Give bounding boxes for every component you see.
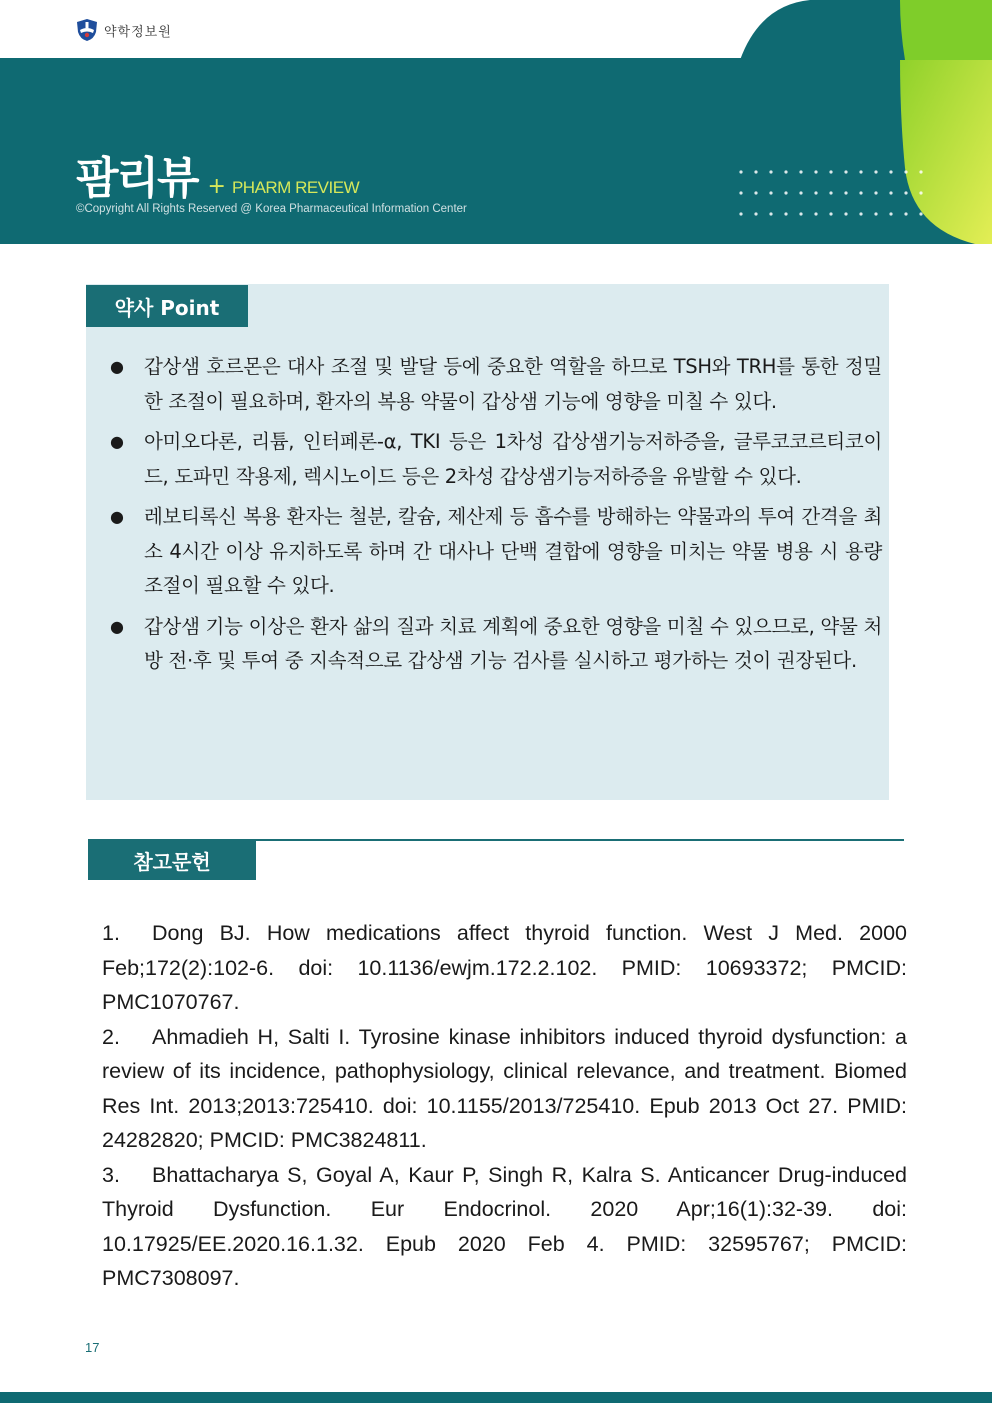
brand-title: 팜리뷰 — [76, 153, 198, 204]
brand-subtitle: PHARM REVIEW — [231, 178, 360, 197]
references-list — [102, 916, 907, 1296]
pharmacist-point-list — [108, 350, 882, 685]
org-logo — [76, 18, 172, 42]
bullet-icon: ● — [110, 357, 124, 376]
top-curve-decoration — [700, 0, 992, 60]
reference-number: 1. — [102, 921, 120, 945]
org-name: 약학정보원 — [104, 24, 172, 40]
page-number: 17 — [85, 1340, 100, 1355]
point-item-text: 갑상샘 호르몬은 대사 조절 및 발달 등에 중요한 역할을 하므로 TSH와 TRH를 통한 정밀한 조절이 필요하며, 환자의 복용 약물이 갑상샘 기능에 영향을 미칠 수 있다. — [144, 355, 882, 413]
reference-item — [102, 1158, 907, 1296]
brand-plus: + — [207, 174, 226, 199]
point-item-text: 레보티록신 복용 환자는 철분, 칼슘, 제산제 등 흡수를 방해하는 약물과의 투여 간격을 최소 4시간 이상 유지하도록 하며 간 대사나 단백 결합에 영향을 미치는 약물 병용 시 용량 조절이 필요할 수 있다. — [144, 505, 882, 597]
bullet-icon: ● — [110, 616, 124, 636]
reference-text: Dong BJ. How medications affect thyroid function. West J Med. 2000 Feb;172(2):102-6. doi: 10.1136/ewjm.172.2.102. PMID: 10693372; PMCID: PMC1070767. — [102, 921, 907, 1014]
point-item — [108, 425, 882, 494]
footer-bar — [0, 1392, 992, 1403]
shield-logo-icon — [76, 18, 98, 42]
reference-number: 3. — [102, 1162, 120, 1187]
reference-text: Ahmadieh H, Salti I. Tyrosine kinase inhibitors induced thyroid dysfunction: a review of its incidence, pathophysiology, clinical relevance, and treatment. Biomed Res Int. 2013;2013:725410. doi: 10.1155/2013/725410. Epub 2013 Oct 27. PMID: 24282820; PMCID: PMC3824811. — [102, 1024, 907, 1152]
point-item — [108, 610, 882, 679]
references-heading: 참고문헌 — [88, 840, 256, 880]
bullet-icon: ● — [110, 507, 124, 526]
reference-text: Bhattacharya S, Goyal A, Kaur P, Singh R, Kalra S. Anticancer Drug-induced Thyroid Dysfunction. Eur Endocrinol. 2020 Apr;16(1):32-39. doi: 10.17925/EE.2020.16.1.32. Epub 2020 Feb 4. PMID: 32595767; PMCID: PMC7308097. — [102, 1162, 907, 1290]
point-item-text: 갑상샘 기능 이상은 환자 삶의 질과 치료 계획에 중요한 영향을 미칠 수 있으므로, 약물 처방 전·후 및 투여 중 지속적으로 갑상샘 기능 검사를 실시하고 평가하는 것이 권장된다. — [144, 614, 882, 672]
brand-lockup — [76, 142, 359, 206]
bullet-icon: ● — [110, 432, 124, 451]
reference-item — [102, 1020, 907, 1158]
reference-number: 2. — [102, 1024, 120, 1049]
reference-item — [102, 916, 907, 1020]
point-item — [108, 350, 882, 419]
point-item-text: 아미오다론, 리튬, 인터페론-α, TKI 등은 1차성 갑상샘기능저하증을, 글루코코르티코이드, 도파민 작용제, 렉시노이드 등은 2차성 갑상샘기능저하증을 유발할 수 있다. — [144, 430, 882, 488]
copyright-notice: ©Copyright All Rights Reserved @ Korea Pharmaceutical Information Center — [76, 203, 467, 215]
point-item — [108, 500, 882, 604]
pharmacist-point-heading: 약사 Point — [86, 285, 248, 327]
